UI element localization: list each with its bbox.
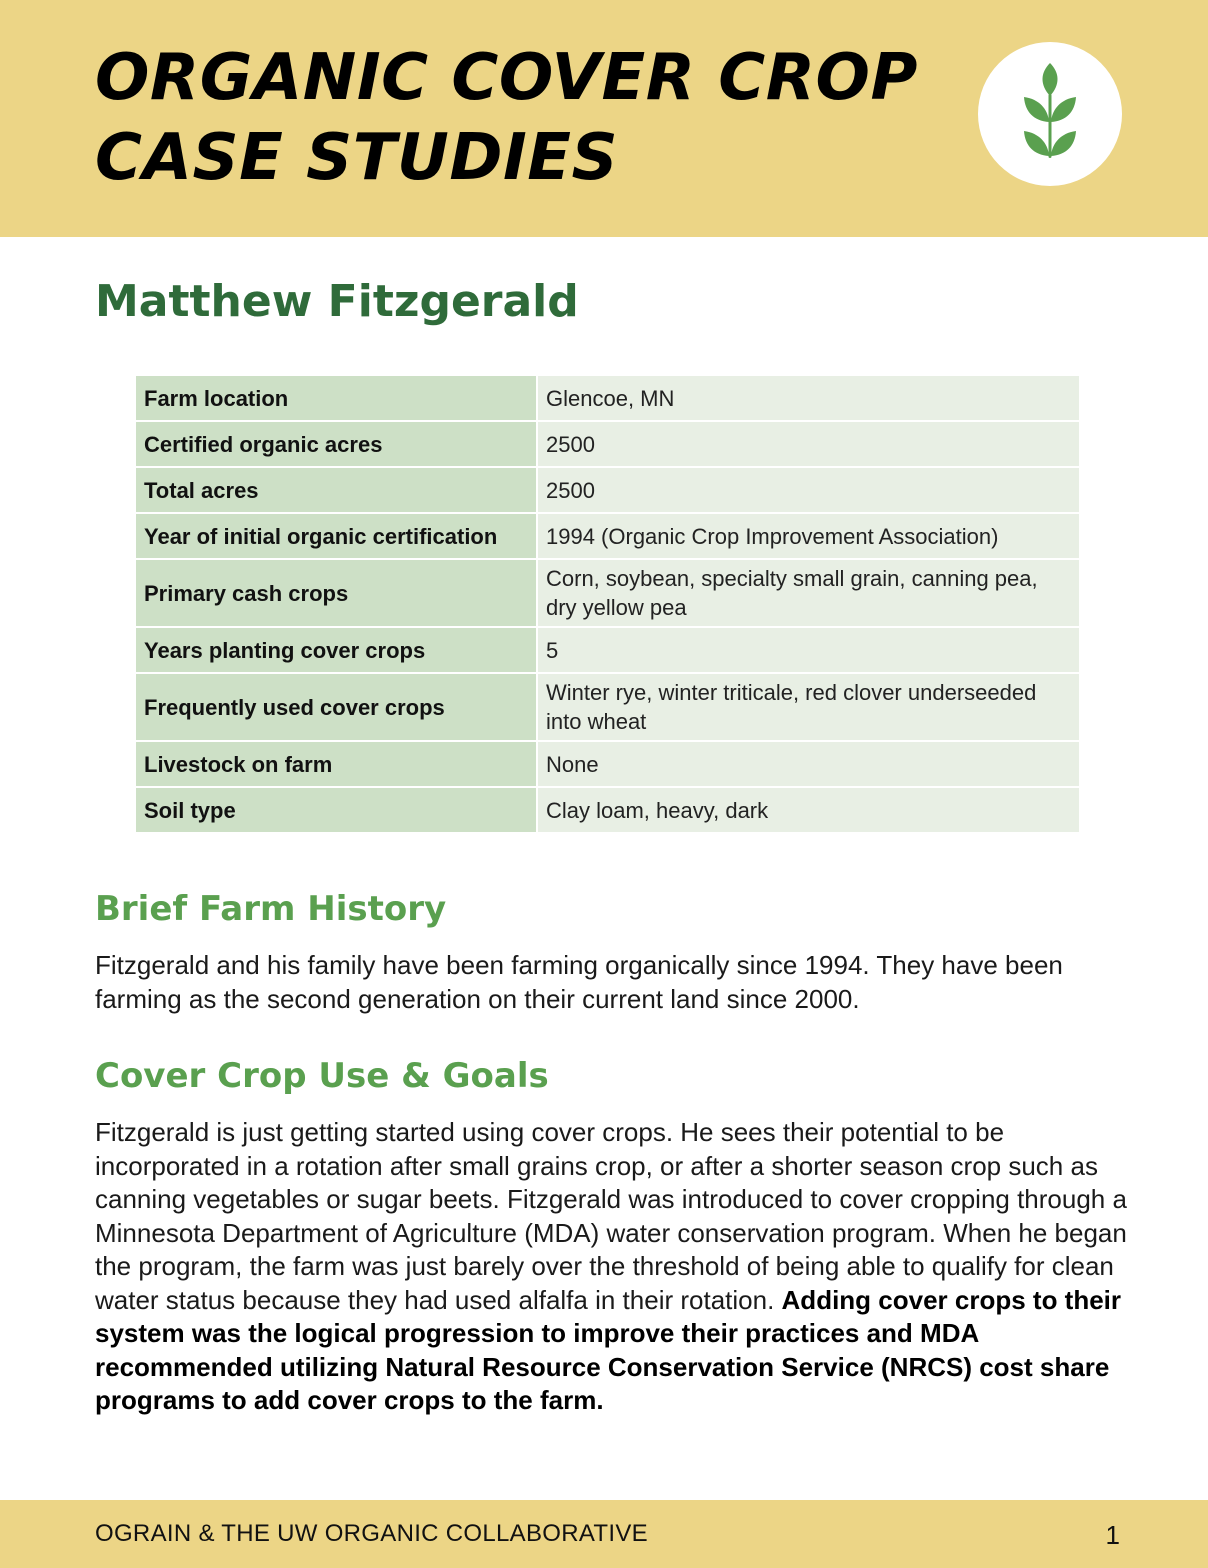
fact-label: Frequently used cover crops bbox=[136, 674, 538, 742]
wheat-sprout-icon bbox=[978, 42, 1122, 186]
fact-label: Years planting cover crops bbox=[136, 628, 538, 674]
table-row bbox=[136, 422, 1079, 468]
fact-label: Total acres bbox=[136, 468, 538, 514]
table-row bbox=[136, 742, 1079, 788]
history-paragraph: Fitzgerald and his family have been farming organically since 1994. They have been farming as the second generation on their current land since 2000. bbox=[95, 950, 1063, 1014]
header-band bbox=[0, 0, 1208, 237]
fact-label: Farm location bbox=[136, 376, 538, 422]
goals-text: Fitzgerald is just getting started using cover crops. He sees their potential to be incorporated in a rotation after small grains crop, or after a shorter season crop such as canning vegetables or sugar beets. Fitzgerald was introduced to cover cropping through a Minnesota Department of Agriculture (MDA) water conservation program. When he began the program, the farm was just barely over the threshold of being able to qualify for clean water status because they had used alfalfa in their rotation. bbox=[95, 1117, 1127, 1315]
fact-label: Soil type bbox=[136, 788, 538, 834]
fact-value: Clay loam, heavy, dark bbox=[538, 788, 1079, 834]
fact-value: Corn, soybean, specialty small grain, canning pea, dry yellow pea bbox=[538, 560, 1079, 628]
footer-organization: OGRAIN & THE UW ORGANIC COLLABORATIVE bbox=[95, 1520, 648, 1547]
farm-facts-table bbox=[136, 376, 1079, 834]
page-number: 1 bbox=[1105, 1520, 1120, 1550]
fact-value: Winter rye, winter triticale, red clover underseeded into wheat bbox=[538, 674, 1079, 742]
table-row bbox=[136, 560, 1079, 628]
goals-paragraph bbox=[95, 1116, 1130, 1418]
fact-value: Glencoe, MN bbox=[538, 376, 1079, 422]
table-row bbox=[136, 674, 1079, 742]
section-heading-history: Brief Farm History bbox=[95, 889, 447, 929]
fact-label: Year of initial organic certification bbox=[136, 514, 538, 560]
table-row bbox=[136, 514, 1079, 560]
table-row bbox=[136, 628, 1079, 674]
fact-value: 2500 bbox=[538, 468, 1079, 514]
fact-value: 2500 bbox=[538, 422, 1079, 468]
farmer-name: Matthew Fitzgerald bbox=[95, 276, 579, 327]
table-row bbox=[136, 468, 1079, 514]
fact-value: 1994 (Organic Crop Improvement Association) bbox=[538, 514, 1079, 560]
fact-label: Primary cash crops bbox=[136, 560, 538, 628]
fact-value: 5 bbox=[538, 628, 1079, 674]
footer-band bbox=[0, 1500, 1208, 1568]
fact-label: Certified organic acres bbox=[136, 422, 538, 468]
logo bbox=[978, 42, 1122, 186]
table-row bbox=[136, 376, 1079, 422]
page-title: ORGANIC COVER CROP CASE STUDIES bbox=[95, 41, 918, 195]
section-heading-goals: Cover Crop Use & Goals bbox=[95, 1056, 549, 1096]
goals-bold-text: Adding cover crops to their system was the logical progression to improve their practices and MDA recommended utilizing Natural Resource Conservation Service (NRCS) cost share programs to add cover crops to the farm. bbox=[95, 1284, 1122, 1415]
fact-label: Livestock on farm bbox=[136, 742, 538, 788]
fact-value: None bbox=[538, 742, 1079, 788]
table-row bbox=[136, 788, 1079, 834]
